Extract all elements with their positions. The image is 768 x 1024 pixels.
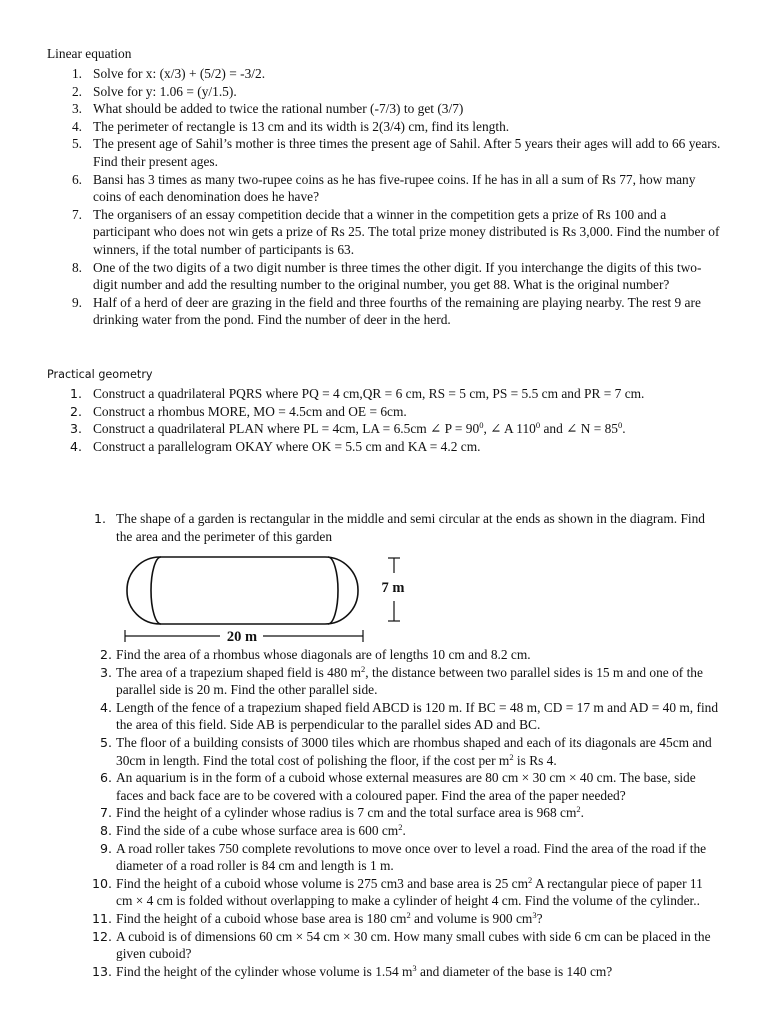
heading-practical-geometry: Practical geometry	[47, 368, 153, 381]
list-item	[99, 734, 722, 769]
item-text: Construct a quadrilateral PQRS where PQ = 4 cm,QR = 6 cm, RS = 5 cm, PS = 5.5 cm and PR = 7 cm.	[93, 386, 645, 401]
degree-superscript: 0	[535, 420, 541, 431]
superscript: 2	[509, 751, 514, 762]
item-text: Solve for y: 1.06 = (y/1.5).	[93, 83, 237, 99]
degree-superscript: 0	[618, 420, 623, 431]
item-text: What should be added to twice the rational number (-7/3) to get (3/7)	[93, 101, 464, 117]
item-number: 4.	[69, 438, 82, 454]
list-item	[69, 385, 725, 403]
item-number: 4.	[71, 118, 82, 134]
right-semicircle-arc	[328, 557, 338, 624]
item-number: 2.	[69, 403, 82, 419]
item-number: 9.	[71, 294, 82, 310]
list-item	[71, 206, 725, 259]
superscript: 2	[576, 804, 581, 815]
list-item	[71, 100, 725, 118]
item-text: A cuboid is of dimensions 60 cm × 54 cm × 30 cm. How many small cubes with side 6 cm can be placed in the given cuboid?	[116, 928, 711, 962]
item-number: 8.	[99, 822, 112, 838]
item-text: The floor of a building consists of 3000 tiles which are rhombus shaped and each of its diagonals are 45cm and 30cm in length. Find the total cost of polishing the floor, if the cost per m	[116, 734, 712, 768]
item-text: Construct a quadrilateral PLAN where PL = 4cm, LA = 6.5cm ∠ P = 90	[93, 421, 480, 437]
item-text: .	[580, 805, 584, 821]
item-number: 12.	[91, 928, 112, 944]
item-text: Find the area of a rhombus whose diagonals are of lengths 10 cm and 8.2 cm.	[116, 647, 531, 662]
superscript: 2	[361, 663, 366, 674]
item-text: Half of a herd of deer are grazing in the field and three fourths of the remaining are playing nearby. The rest 9 are drinking water from the pond. Find the number of deer in the herd.	[93, 294, 701, 328]
length-label: 20 m	[226, 629, 258, 645]
item-number: 8.	[71, 259, 82, 275]
item-text: A rectangular piece of paper 11 cm × 4 cm is folded without overlapping to make a cylinder of height 4 cm. Find the volume of the cylinder..	[116, 875, 703, 909]
item-number: 2.	[71, 83, 82, 99]
height-label: 7 m	[381, 580, 405, 596]
item-text: Find the side of a cube whose surface area is 600 cm	[116, 822, 399, 838]
list-item	[69, 420, 725, 438]
garden-diagram	[117, 548, 417, 648]
item-text: The present age of Sahil’s mother is three times the present age of Sahil. After 5 years their ages will add to 66 years. Find their present ages.	[93, 136, 721, 169]
list-item	[99, 699, 722, 734]
item-number: 3.	[71, 101, 82, 117]
item-text: , ∠ A 110	[483, 421, 536, 437]
list-item	[91, 874, 722, 910]
item-text: ?	[536, 910, 543, 926]
list-item	[71, 294, 725, 329]
item-number: 11.	[91, 910, 112, 926]
mensuration-list-start	[93, 510, 716, 545]
item-text: Construct a parallelogram OKAY where OK = 5.5 cm and KA = 4.2 cm.	[93, 438, 481, 454]
item-text: A road roller takes 750 complete revolutions to move once over to level a road. Find the area of the road if the diameter of a road roller is 84 cm and length is 1 m.	[116, 840, 707, 874]
list-item	[91, 928, 722, 963]
item-text: .	[402, 822, 406, 838]
practical-geometry-list	[69, 385, 725, 455]
list-item	[71, 259, 725, 294]
item-number: 6.	[71, 171, 82, 187]
garden-outline	[127, 557, 358, 624]
item-text: The perimeter of rectangle is 13 cm and its width is 2(3/4) cm, find its length.	[93, 118, 510, 134]
item-text: The organisers of an essay competition decide that a winner in the competition gets a prize of Rs 100 and a participant who does not win gets a prize of Rs 25. The total prize money distributed is Rs 3,000. Find the number of winners, if the total number of participants is 63.	[93, 206, 720, 257]
item-text: The shape of a garden is rectangular in the middle and semi circular at the ends as shown in the diagram. Find the area and the perimeter of this garden	[116, 511, 706, 544]
item-text: Find the height of a cuboid whose base area is 180 cm	[116, 910, 407, 926]
list-item	[71, 65, 725, 83]
superscript: 2	[528, 874, 533, 885]
degree-superscript: 0	[479, 420, 484, 431]
list-item	[99, 821, 722, 840]
item-text: Bansi has 3 times as many two-rupee coins as he has five-rupee coins. If he has in all a sum of Rs 77, how many coins of each denomination does he have?	[93, 171, 696, 205]
item-number: 4.	[99, 699, 112, 715]
item-number: 1.	[69, 386, 82, 401]
list-item	[71, 83, 725, 101]
item-number: 10.	[91, 875, 112, 891]
item-text: An aquarium is in the form of a cuboid whose external measures are 80 cm × 30 cm × 40 cm. The base, side faces and back face are to be covered with a coloured paper. Find the area of the paper needed?	[116, 770, 696, 803]
item-text: Construct a rhombus MORE, MO = 4.5cm and OE = 6cm.	[93, 403, 407, 419]
list-item	[69, 438, 725, 456]
item-number: 3.	[69, 421, 82, 437]
item-text: Find the height of a cuboid whose volume is 275 cm3 and base area is 25 cm	[116, 875, 529, 891]
list-item	[69, 403, 725, 421]
item-text: and diameter of the base is 140 cm?	[416, 963, 613, 979]
item-text: is Rs 4.	[513, 752, 557, 768]
list-item	[71, 118, 725, 136]
superscript: 2	[406, 909, 411, 920]
item-number: 7.	[71, 206, 82, 222]
superscript: 3	[412, 962, 417, 973]
item-number: 9.	[99, 840, 112, 856]
list-item	[99, 804, 722, 822]
list-item	[71, 135, 725, 170]
item-number: 13.	[91, 963, 112, 979]
item-text: , the distance between two parallel sides is 15 m and one of the parallel side is 20 m. Find the other parallel side.	[116, 664, 703, 698]
item-text: .	[622, 421, 626, 437]
list-item	[93, 510, 716, 545]
item-number: 5.	[71, 136, 82, 152]
list-item	[71, 171, 725, 206]
list-item	[99, 646, 722, 664]
superscript: 3	[532, 909, 537, 920]
superscript: 2	[398, 821, 403, 832]
item-number: 1.	[93, 511, 106, 526]
mensuration-list	[91, 646, 722, 980]
item-text: and volume is 900 cm	[410, 910, 533, 926]
linear-equation-list	[71, 65, 725, 329]
list-item	[99, 840, 722, 875]
item-number: 3.	[99, 664, 112, 680]
heading-linear-equation: Linear equation	[47, 46, 132, 61]
item-text: Find the height of a cylinder whose radius is 7 cm and the total surface area is 968 cm	[116, 805, 577, 821]
item-number: 1.	[71, 66, 82, 81]
list-item	[99, 663, 722, 699]
item-text: and ∠ N = 85	[540, 421, 618, 437]
item-text: The area of a trapezium shaped field is 480 m	[116, 664, 362, 680]
item-number: 6.	[99, 770, 112, 786]
list-item	[91, 962, 722, 981]
item-number: 7.	[99, 805, 112, 821]
list-item	[91, 909, 722, 928]
item-text: Solve for x: (x/3) + (5/2) = -3/2.	[93, 66, 266, 81]
item-number: 2.	[99, 647, 112, 662]
item-text: Length of the fence of a trapezium shaped field ABCD is 120 m. If BC = 48 m, CD = 17 m and AD = 40 m, find the area of this field. Side AB is perpendicular to the parallel sides AD and BC.	[116, 699, 719, 733]
item-number: 5.	[99, 734, 112, 750]
left-semicircle-arc	[151, 557, 161, 624]
list-item	[99, 769, 722, 804]
item-text: Find the height of the cylinder whose volume is 1.54 m	[116, 963, 413, 979]
item-text: One of the two digits of a two digit number is three times the other digit. If you interchange the digits of this two-digit number and add the resulting number to the original number, you get 88. What is the original number?	[93, 259, 702, 293]
